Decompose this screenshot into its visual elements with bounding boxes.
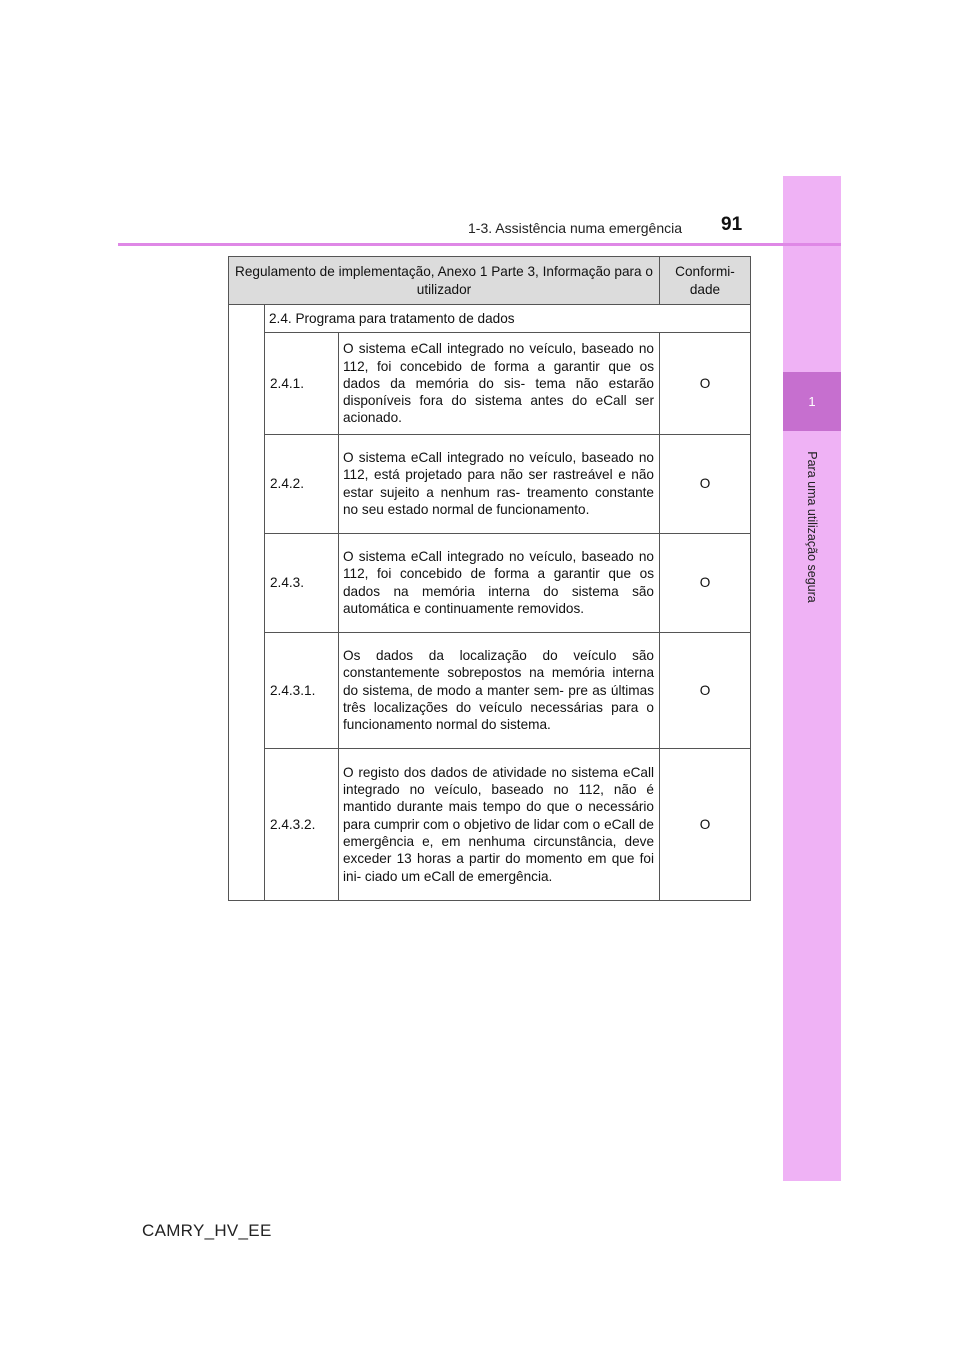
conformity-mark: O: [660, 434, 751, 533]
table-row: [229, 632, 751, 748]
indent-cell: [229, 305, 265, 901]
clause-text: O sistema eCall integrado no veículo, baseado no 112, foi concebido de forma a garantir que os dados na memória interna do sistema são automática e continuamente removidos.: [339, 533, 660, 632]
section-title: 1-3. Assistência numa emergência: [468, 220, 682, 236]
chapter-title-vertical: Para uma utilização segura: [805, 451, 819, 603]
table-row: [229, 333, 751, 434]
clause-number: 2.4.3.1.: [265, 632, 339, 748]
table-row: [229, 748, 751, 900]
regulation-column-header: Regulamento de implementação, Anexo 1 Parte 3, Informação para o utilizador: [229, 257, 660, 305]
chapter-number: 1: [808, 394, 816, 409]
model-code: CAMRY_HV_EE: [142, 1221, 272, 1240]
clause-number: 2.4.3.: [265, 533, 339, 632]
clause-text: O sistema eCall integrado no veículo, baseado no 112, foi concebido de forma a garantir que os dados da memória do sis- tema não estarão disponíveis fora do sistema antes do eCall ser acionado.: [339, 333, 660, 434]
table-row: [229, 434, 751, 533]
clause-number: 2.4.1.: [265, 333, 339, 434]
chapter-number-tab[interactable]: [783, 372, 841, 431]
clause-text: Os dados da localização do veículo são constantemente sobrepostos na memória interna do sistema, de modo a manter sem- pre as últimas três localizações do veículo necessárias para o funcionamento normal do sistema.: [339, 632, 660, 748]
conformity-mark: O: [660, 333, 751, 434]
page-number: 91: [721, 214, 743, 235]
header-rule: [118, 243, 841, 246]
clause-text: O registo dos dados de atividade no sistema eCall integrado no veículo, baseado no 112, não é mantido durante mais tempo do que o necessário para cumprir com o objetivo de lidar com o eCall de emergência e, em nenhuma circunstância, deve exceder 13 horas a partir do momento em que foi ini- ciado um eCall de emergência.: [339, 748, 660, 900]
clause-text: O sistema eCall integrado no veículo, baseado no 112, está projetado para não ser rastreável e não estar sujeito a nenhum ras- treamento constante no seu estado normal de funcionamento.: [339, 434, 660, 533]
table-row: [229, 533, 751, 632]
clause-number: 2.4.2.: [265, 434, 339, 533]
conformity-mark: O: [660, 748, 751, 900]
section-heading: 2.4. Programa para tratamento de dados: [265, 305, 751, 333]
conformity-mark: O: [660, 533, 751, 632]
clause-number: 2.4.3.2.: [265, 748, 339, 900]
table-header-row: [229, 257, 751, 305]
regulation-table: [228, 256, 751, 901]
conformity-column-header: Conformi- dade: [660, 257, 751, 305]
conformity-mark: O: [660, 632, 751, 748]
section-heading-row: [229, 305, 751, 333]
chapter-side-tab: [783, 176, 841, 1181]
